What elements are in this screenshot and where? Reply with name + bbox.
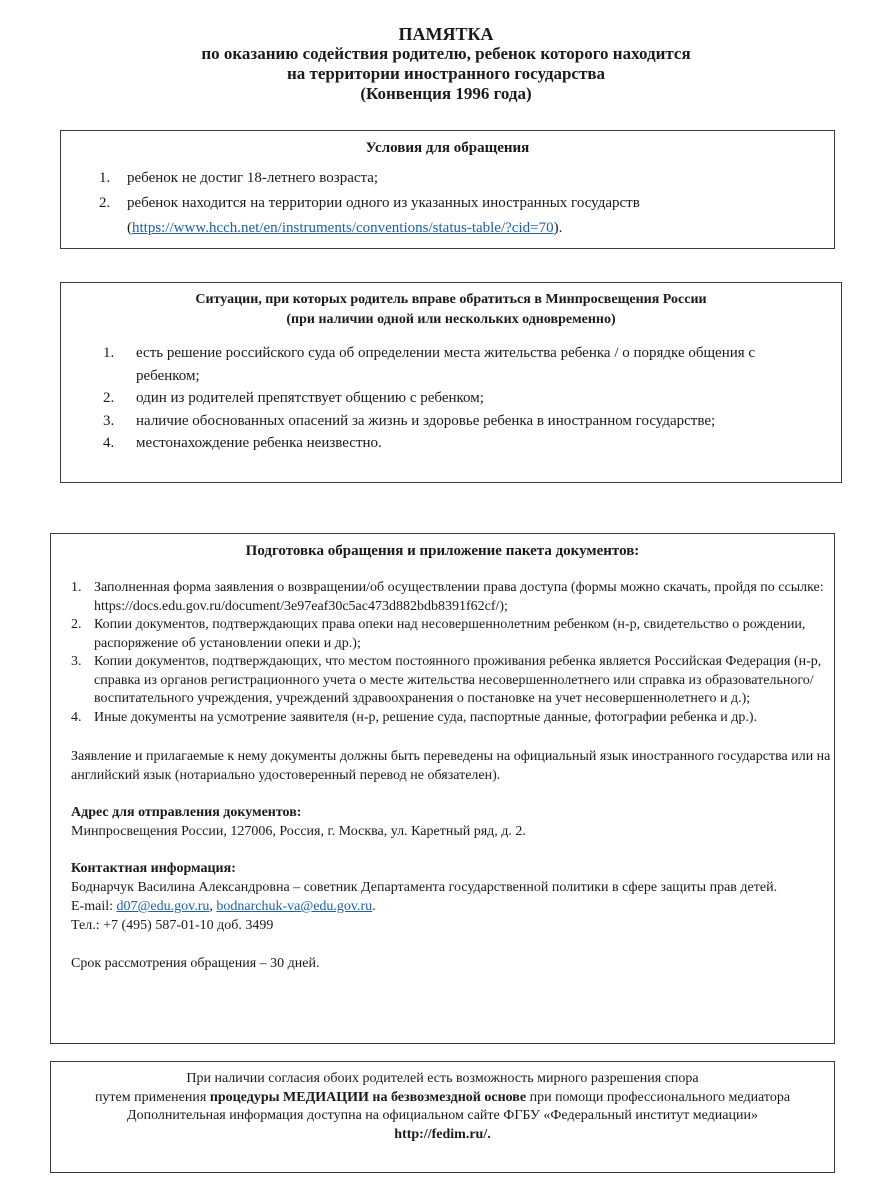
item-number: 3. [103,412,115,429]
item-text: ребенок находится на территории одного из указанных иностранных государств ( [127,195,640,236]
documents-item [71,579,829,616]
situations-title-line2: (при наличии одной или нескольких одновременно) [286,312,616,327]
address-text: Минпросвещения России, 127006, Россия, г. Москва, ул. Каретный ряд, д. 2. [71,824,526,839]
item-number: 1. [99,170,111,186]
address-label: Адрес для отправления документов: [71,805,302,820]
review-term: Срок рассмотрения обращения – 30 дней. [71,956,320,971]
item-text: Иные документы на усмотрение заявителя (н-р, решение суда, паспортные данные, фотографии ребенка и др.). [94,709,758,725]
mediation-box [50,1061,835,1173]
item-text: ребенок не достиг 18-летнего возраста; [127,170,379,186]
situations-title-line1: Ситуации, при которых родитель вправе обратиться в Минпросвещения России [195,292,707,307]
hcch-status-table-link[interactable]: https://www.hcch.net/en/instruments/conventions/status-table/?cid=70 [132,220,554,236]
situations-item [103,410,806,433]
situations-item [103,387,806,410]
document-header [0,24,892,104]
preparation-box [50,533,835,1044]
item-number: 2. [103,390,115,406]
email-link-bodnarchuk[interactable]: bodnarchuk-va@edu.gov.ru [216,899,373,914]
situations-list [103,342,841,455]
documents-item [71,616,829,653]
item-text: местонахождение ребенка неизвестно. [136,435,382,451]
mediation-content [51,1070,834,1144]
documents-item [71,709,829,728]
email-separator: , [209,899,217,914]
item-number: 3. [71,654,82,669]
item-number: 2. [99,195,111,211]
email-line [71,897,831,916]
mediation-line1: При наличии согласия обоих родителей есть возможность мирного разрешения спора [186,1071,699,1086]
document-subtitle-line1: по оказанию содействия родителю, ребенок которого находится [201,44,691,63]
conditions-title: Условия для обращения [365,140,530,156]
situations-item [103,432,806,455]
item-text: один из родителей препятствует общению с ребенком; [136,390,484,406]
situations-item [103,342,806,387]
item-number: 4. [103,435,115,451]
mediation-line2 [61,1089,824,1108]
address-block [71,803,831,841]
item-number: 1. [103,345,115,361]
email-link-d07[interactable]: d07@edu.gov.ru [116,899,210,914]
conditions-list [99,166,834,241]
phone-line: Тел.: +7 (495) 587-01-10 доб. 3499 [71,918,274,933]
conditions-item [99,166,807,191]
mediation-bold-text: процедуры МЕДИАЦИИ на безвозмездной основе [209,1089,527,1105]
email-end: . [372,899,376,914]
preparation-title: Подготовка обращения и приложение пакета документов: [245,543,640,559]
item-number: 4. [71,709,82,725]
documents-item [71,653,829,709]
item-text: наличие обоснованных опасений за жизнь и здоровье ребенка в иностранном государстве; [136,412,716,429]
item-number: 1. [71,580,82,595]
situations-box [60,282,842,483]
email-label: E-mail: [71,899,117,914]
item-text: есть решение российского суда об определении места жительства ребенка / о порядке общения с ребенком; [136,345,756,384]
conditions-item [99,191,807,241]
item-text-end: ). [553,220,563,236]
mediation-line3: Дополнительная информация доступна на официальном сайте ФГБУ «Федеральный институт медиации» [127,1108,758,1123]
contacts-block [71,859,831,935]
mediation-text-end: при помощи профессионального медиатора [526,1089,791,1105]
document-title: ПАМЯТКА [398,24,494,44]
translation-note: Заявление и прилагаемые к нему документы должны быть переведены на официальный язык иностранного государства или на английский язык (нотариально удостоверенный перевод не обязателен). [71,749,831,783]
item-text: Копии документов, подтверждающих права опеки над несовершеннолетним ребенком (н-р, свидетельство о рождении, распоряжение об установлении опеки и др.); [94,617,806,651]
item-number: 2. [71,617,82,632]
documents-list [71,579,834,727]
document-subtitle-line3: (Конвенция 1996 года) [360,84,532,103]
contact-person: Боднарчук Василина Александровна – советник Департамента государственной политики в сфере защиты прав детей. [71,880,778,895]
item-text: Копии документов, подтверждающих, что местом постоянного проживания ребенка является Российская Федерация (н-р, справка из органов регистрационного учета о месте жительства несовершеннолетнего или справка из образовательного/воспитательного учреждения, учреждений здравоохранения о постановке на учет несовершеннолетнего и д.); [94,654,822,706]
conditions-box [60,130,835,249]
situations-title [61,290,841,330]
item-text: Заполненная форма заявления о возвращении/об осуществлении права доступа (формы можно скачать, пройдя по ссылке: https://docs.edu.gov.ru/document/3e97eaf30c5ac473d882bdb8391f62cf/); [94,580,824,614]
contacts-label: Контактная информация: [71,861,236,876]
document-subtitle-line2: на территории иностранного государства [286,64,606,83]
fedim-link[interactable]: http://fedim.ru/. [394,1126,491,1142]
mediation-text: путем применения [94,1089,210,1105]
